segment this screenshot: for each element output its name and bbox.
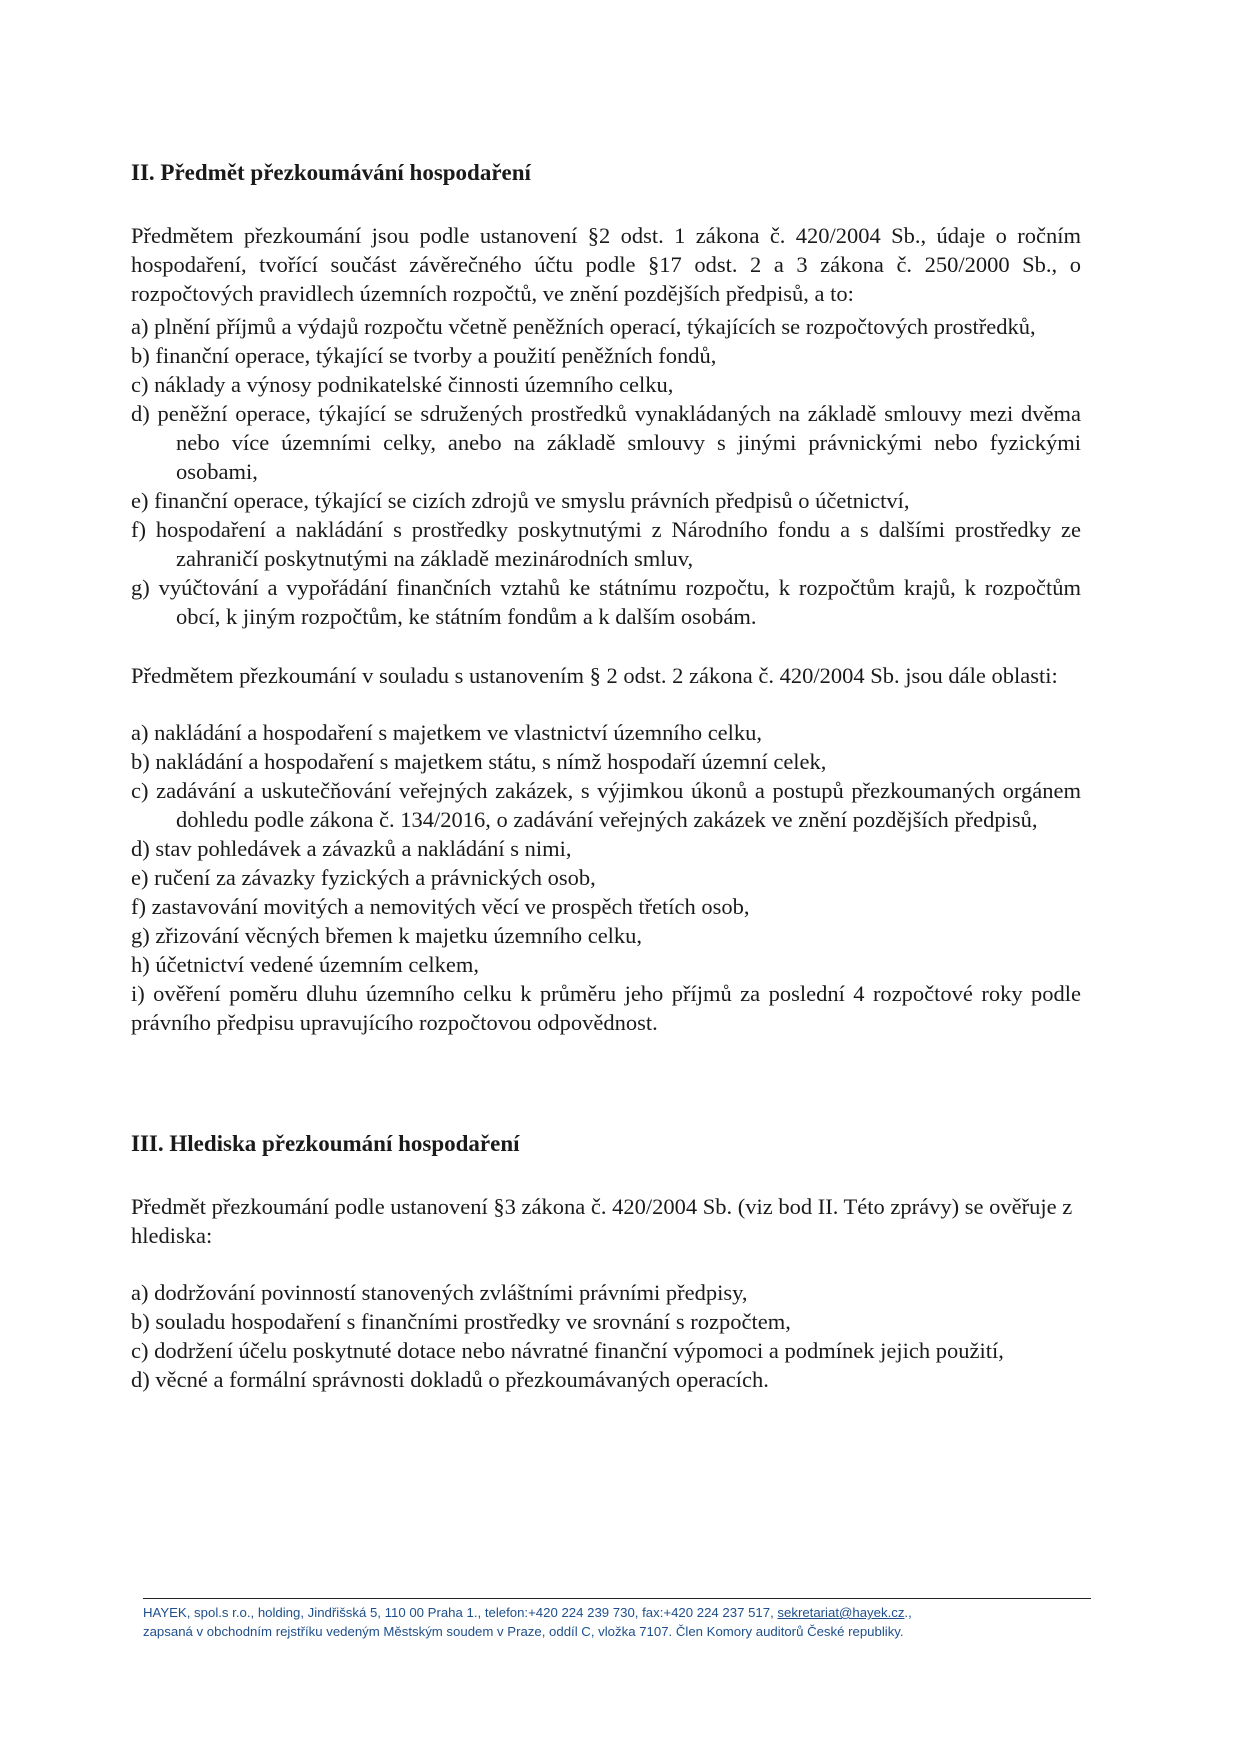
footer-line-1-end: ., [904, 1605, 912, 1620]
section-2-heading: II. Předmět přezkoumávání hospodaření [131, 160, 531, 185]
section-3-intro: Předmět přezkoumání podle ustanovení §3 zákona č. 420/2004 Sb. (viz bod II. Této zprávy) se ověřuje z hlediska: [131, 1194, 1073, 1248]
list-item: g) vyúčtování a vypořádání finančních vztahů ke státnímu rozpočtu, k rozpočtům krajů, k rozpočtům obcí, k jiným rozpočtům, ke státním fondům a k dalším osobám. [131, 575, 1081, 629]
section-3-heading: III. Hlediska přezkoumání hospodaření [131, 1131, 520, 1156]
list-item: c) zadávání a uskutečňování veřejných zakázek, s výjimkou úkonů a postupů přezkoumaných orgánem dohledu podle zákona č. 134/2016, o zadávání veřejných zakázek ve znění pozdějších předpisů, [131, 778, 1081, 832]
list-item: h) účetnictví vedené územním celkem, [131, 952, 479, 977]
section-2-list [131, 312, 1081, 631]
list-item: b) finanční operace, týkající se tvorby a použití peněžních fondů, [131, 343, 717, 368]
footer-company-contact: HAYEK, spol.s r.o., holding, Jindřišská 5, 110 00 Praha 1., telefon:+420 224 239 730, fax:+420 224 237 517, [143, 1605, 778, 1620]
list-item: d) stav pohledávek a závazků a nakládání s nimi, [131, 836, 572, 861]
list-item: e) ručení za závazky fyzických a právnických osob, [131, 865, 596, 890]
page-footer [143, 1598, 1091, 1641]
list-item: a) nakládání a hospodaření s majetkem ve vlastnictví územního celku, [131, 720, 763, 745]
footer-line-1 [143, 1603, 1091, 1622]
list-item: g) zřizování věcných břemen k majetku územního celku, [131, 923, 643, 948]
list-item: c) náklady a výnosy podnikatelské činnosti územního celku, [131, 372, 674, 397]
footer-line-2: zapsaná v obchodním rejstříku vedeným Městským soudem v Praze, oddíl C, vložka 7107. Člen Komory auditorů České republiky. [143, 1624, 904, 1639]
section-2-list-2 [131, 718, 1081, 1037]
list-item: b) souladu hospodaření s finančními prostředky ve srovnání s rozpočtem, [131, 1309, 791, 1334]
list-item: b) nakládání a hospodaření s majetkem státu, s nímž hospodaří územní celek, [131, 749, 827, 774]
list-item: i) ověření poměru dluhu územního celku k průměru jeho příjmů za poslední 4 rozpočtové roky podle právního předpisu upravujícího rozpočtovou odpovědnost. [131, 981, 1081, 1035]
section-2-intro: Předmětem přezkoumání jsou podle ustanovení §2 odst. 1 zákona č. 420/2004 Sb., údaje o ročním hospodaření, tvořící součást závěrečného účtu podle §17 odst. 2 a 3 zákona č. 250/2000 Sb., o rozpočtových pravidlech územních rozpočtů, ve znění pozdějších předpisů, a to: [131, 223, 1081, 306]
list-item: a) plnění příjmů a výdajů rozpočtu včetně peněžních operací, týkajících se rozpočtových prostředků, [131, 314, 1036, 339]
list-item: a) dodržování povinností stanovených zvláštními právními předpisy, [131, 1280, 748, 1305]
list-item: f) zastavování movitých a nemovitých věcí ve prospěch třetích osob, [131, 894, 750, 919]
list-item: d) věcné a formální správnosti dokladů o přezkoumávaných operacích. [131, 1367, 769, 1392]
list-item: e) finanční operace, týkající se cizích zdrojů ve smyslu právních předpisů o účetnictví, [131, 488, 910, 513]
list-item: f) hospodaření a nakládání s prostředky poskytnutými z Národního fondu a s dalšími prostředky ze zahraničí poskytnutými na základě mezinárodních smluv, [131, 517, 1081, 571]
footer-email-link[interactable]: sekretariat@hayek.cz [777, 1605, 905, 1620]
document-body [131, 158, 1081, 1394]
section-3-list [131, 1278, 1081, 1394]
list-item: c) dodržení účelu poskytnuté dotace nebo návratné finanční výpomoci a podmínek jejich použití, [131, 1338, 1004, 1363]
list-item: d) peněžní operace, týkající se sdružených prostředků vynakládaných na základě smlouvy mezi dvěma nebo více územními celky, anebo na základě smlouvy s jinými právnickými nebo fyzickými osobami, [131, 401, 1081, 484]
section-2-intro-2: Předmětem přezkoumání v souladu s ustanovením § 2 odst. 2 zákona č. 420/2004 Sb. jsou dále oblasti: [131, 663, 1058, 688]
